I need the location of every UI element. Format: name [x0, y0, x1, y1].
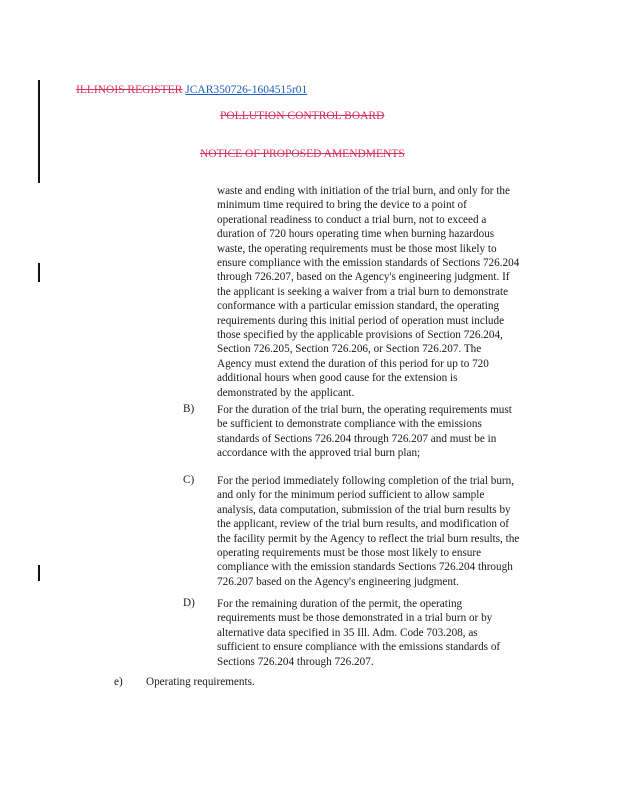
text-line: and only for the minimum period sufficient to allow sample	[217, 489, 485, 502]
section-label-e: e)	[114, 676, 123, 688]
text-line: accordance with the approved trial burn plan;	[217, 447, 421, 460]
text-line: the applicant is seeking a waiver from a trial burn to demonstrate	[217, 285, 509, 298]
register-inserted-text[interactable]: JCAR350726-1604515r01	[185, 84, 308, 96]
text-line: the facility permit by the Agency to reflect the trial burn results, the	[217, 532, 520, 545]
text-line: Section 726.205, Section 726.206, or Section 726.207. The	[217, 343, 482, 356]
item-b-paragraph	[217, 403, 542, 461]
text-line: additional hours when good cause for the extension is	[217, 372, 458, 385]
text-line: For the duration of the trial burn, the operating requirements must	[217, 404, 512, 416]
text-line: conformance with a particular emission standard, the operating	[217, 300, 500, 313]
change-bar	[38, 263, 40, 282]
register-deleted-text: ILLINOIS REGISTER	[76, 84, 183, 96]
item-c-paragraph	[217, 474, 542, 589]
text-line: those specified by the applicable provisions of Section 726.204,	[217, 329, 503, 342]
text-line: through 726.207, based on the Agency's engineering judgment. If	[217, 271, 510, 284]
text-line: sufficient to ensure compliance with the emissions standards of	[217, 641, 501, 654]
text-line: Sections 726.204 through 726.207.	[217, 655, 374, 668]
section-e-heading: Operating requirements.	[146, 676, 255, 688]
text-line: compliance with the emission standards Sections 726.204 through	[217, 561, 513, 574]
text-line: For the period immediately following completion of the trial burn,	[217, 475, 515, 487]
text-line: ensure compliance with the emission standards of Sections 726.204	[217, 257, 520, 270]
text-line: demonstrated by the applicant.	[217, 386, 355, 399]
item-label-c: C)	[183, 474, 195, 486]
text-line: operational readiness to conduct a trial burn, not to exceed a	[217, 213, 487, 226]
register-header	[76, 84, 307, 96]
text-line: be sufficient to demonstrate compliance with the emissions	[217, 418, 482, 431]
item-label-d: D)	[183, 597, 195, 609]
text-line: analysis, data computation, submission of the trial burn results by	[217, 503, 511, 516]
notice-title: NOTICE OF PROPOSED AMENDMENTS	[200, 148, 405, 160]
text-line: waste, the operating requirements must be those most likely to	[217, 242, 497, 255]
board-title: POLLUTION CONTROL BOARD	[220, 110, 385, 122]
change-bar	[38, 565, 40, 581]
text-line: 726.207 based on the Agency's engineering judgment.	[217, 575, 459, 588]
text-line: minimum time required to bring the device to a point of	[217, 199, 467, 212]
text-line: For the remaining duration of the permit, the operating	[217, 598, 463, 610]
text-line: Agency must extend the duration of this period for up to 720	[217, 357, 489, 370]
text-line: requirements during this initial period of operation must include	[217, 314, 505, 327]
text-line: waste and ending with initiation of the trial burn, and only for the	[217, 185, 510, 197]
text-line: requirements must be those demonstrated in a trial burn or by	[217, 612, 493, 625]
item-label-b: B)	[183, 403, 195, 415]
text-line: duration of 720 hours operating time when burning hazardous	[217, 228, 495, 241]
item-d-paragraph	[217, 597, 542, 669]
text-line: standards of Sections 726.204 through 726.207 and must be in	[217, 432, 497, 445]
text-line: the applicant, review of the trial burn results, and modification of	[217, 518, 510, 531]
text-line: alternative data specified in 35 Ill. Adm. Code 703.208, as	[217, 626, 478, 639]
change-bar	[38, 80, 40, 183]
continuation-paragraph	[217, 184, 547, 400]
text-line: operating requirements must be those most likely to ensure	[217, 547, 482, 560]
